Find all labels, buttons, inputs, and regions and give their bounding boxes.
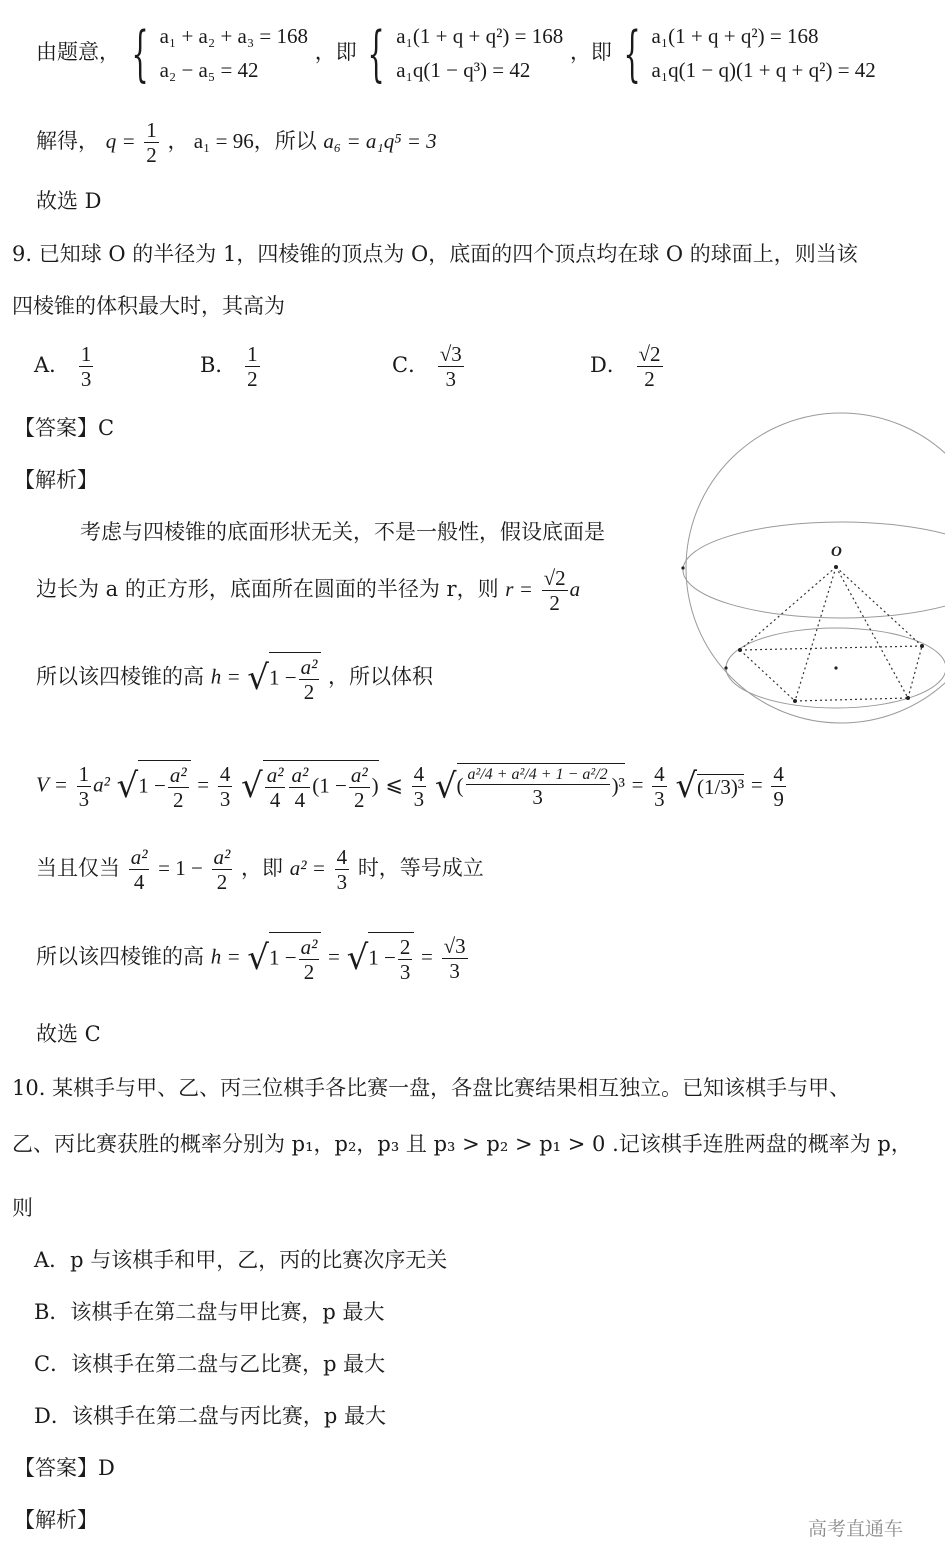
numerator: 1 (80, 342, 92, 366)
fraction (218, 762, 233, 811)
numerator: a² (300, 935, 318, 959)
radicand: (1 − (312, 773, 347, 798)
option-label: C． (392, 353, 430, 378)
fraction (77, 762, 92, 811)
fraction (542, 566, 568, 615)
equals: = (750, 772, 763, 797)
denominator: 4 (294, 788, 306, 813)
sqrt: √ $\frac{\text{a²}}{4}$ $\frac{\text{a²}}{4}$ (1 − $\frac{\text{a²}}{2}$ ) (241, 760, 379, 812)
equation: a₁q(1 − q³) = 42 (396, 57, 531, 82)
numerator: a² (350, 763, 368, 787)
sphere-outline (686, 413, 945, 723)
equation: a₁ + a₂ + a₃ = 168 (159, 24, 309, 48)
fraction (466, 766, 610, 810)
numerator: √3 (439, 342, 462, 366)
equation: a₁q(1 − q)(1 + q + q²) = 42 (651, 57, 876, 82)
numerator: a² (169, 763, 187, 787)
fraction (245, 342, 260, 391)
term: a² (93, 772, 110, 797)
v-lhs: V = (36, 772, 68, 797)
q10-option-d: D．该棋手在第二盘与丙比赛，p 最大 (34, 1404, 386, 1428)
q10-option-a: A．p 与该棋手和甲，乙，丙的比赛次序无关 (34, 1248, 448, 1272)
equals: = (421, 944, 433, 969)
q9-option-d (590, 342, 665, 391)
equation-system-2 (396, 20, 563, 87)
q9-option-b (200, 342, 262, 391)
sqrt: √(1/3)³ (675, 766, 745, 807)
denominator: 2 (644, 367, 655, 392)
fraction (438, 342, 464, 391)
option-label: B． (200, 353, 237, 378)
sqrt: √1 − $\frac{\text{a²}}{2}$ (247, 652, 321, 704)
paren: ) (371, 773, 379, 798)
numerator: 1 (146, 118, 157, 142)
equation: a₂ − a₅ = 42 (159, 57, 259, 82)
q-lhs: q = (105, 129, 136, 154)
denominator: 2 (303, 960, 315, 985)
q10-stem-line1: 10. 某棋手与甲、乙、丙三位棋手各比赛一盘，各盘比赛结果相互独立。已知该棋手与甲、 (12, 1076, 851, 1100)
q9-choice: 故选 C (36, 1022, 101, 1046)
equation: a₁(1 + q + q²) = 168 (396, 24, 564, 48)
numerator: 1 (247, 342, 258, 366)
q10-stem-line3: 则 (12, 1196, 33, 1220)
prev-system-line (36, 20, 876, 87)
equals: = (328, 944, 340, 969)
numerator: √2 (638, 342, 661, 366)
fraction (212, 845, 233, 894)
numerator: 4 (773, 761, 784, 786)
denominator: 4 (269, 788, 281, 813)
sphere-pyramid-figure (676, 410, 945, 730)
equation-system-1 (160, 20, 308, 87)
fraction (412, 762, 427, 811)
denominator: 3 (78, 786, 90, 811)
denominator: 3 (219, 786, 231, 811)
fraction (442, 934, 468, 983)
q9-analysis-para1: 考虑与四棱锥的底面形状无关，不是一般性，假设底面是 (80, 520, 605, 544)
h-lhs: h = (210, 664, 241, 689)
radicand: 1 − (368, 945, 396, 970)
le-sign: ⩽ (385, 772, 403, 797)
fraction (652, 762, 667, 811)
para-text: 当且仅当 (36, 856, 120, 881)
sqrt: √1 − $\frac{\text{a²}}{2}$ (117, 760, 191, 812)
vertex-points (681, 565, 924, 703)
sqrt: √1 − $\frac{2}{3}$ (347, 932, 415, 984)
denominator: 2 (216, 870, 228, 895)
para-text: 所以该四棱锥的高 (36, 664, 204, 689)
left-brace: { (367, 18, 386, 89)
equals: = (631, 772, 644, 797)
q9-volume-line (36, 760, 788, 812)
numerator: a² (213, 845, 231, 869)
option-label: A． (34, 353, 71, 378)
left-brace: { (131, 18, 149, 89)
numerator: a²/4 + a²/4 + 1 − a²/2 (466, 766, 610, 785)
radicand: (1/3)³ (697, 775, 745, 800)
var-a: a (569, 577, 581, 602)
denominator: 3 (336, 870, 348, 895)
numerator: 4 (219, 761, 231, 786)
fraction (349, 763, 370, 812)
denominator: 4 (133, 870, 145, 895)
fraction (168, 763, 189, 812)
label-o: O (831, 544, 842, 560)
numerator: √2 (543, 566, 566, 590)
numerator: 4 (336, 845, 348, 869)
para-text: 所以该四棱锥的高 (36, 944, 204, 969)
q10-option-b: B．该棋手在第二盘与甲比赛，p 最大 (34, 1300, 385, 1324)
equals: = (197, 772, 210, 797)
numerator: a² (266, 763, 284, 787)
denominator: 3 (445, 367, 457, 392)
q9-answer: 【答案】C (14, 416, 115, 440)
fraction (771, 762, 786, 811)
numerator: √3 (443, 933, 466, 958)
numerator: 4 (654, 761, 665, 786)
sqrt: √1 − $\frac{\text{a²}}{2}$ (247, 932, 321, 984)
q9-analysis-para2 (36, 566, 580, 615)
fraction (79, 342, 94, 391)
denominator: 3 (532, 785, 543, 810)
radicand: 1 − (268, 945, 297, 970)
para-tail: ，所以体积 (328, 664, 434, 689)
equation: = 1 − (158, 856, 203, 881)
a1-value: ， a₁ = 96，所以 (167, 129, 317, 154)
fraction (299, 935, 320, 984)
fraction (129, 845, 150, 894)
denominator: 2 (549, 591, 560, 616)
denominator: 2 (146, 143, 157, 168)
denominator: 2 (172, 788, 184, 813)
para-text: 边长为 a 的正方形，底面所在圆面的半径为 r，则 (36, 577, 499, 602)
fraction (299, 655, 320, 704)
q10-stem-line2: 乙、丙比赛获胜的概率分别为 p₁，p₂，p₃ 且 p₃ > p₂ > p₁ > 0 .记该棋手连胜两盘的概率为 p， (12, 1132, 912, 1156)
denominator: 3 (413, 786, 425, 811)
denominator: 2 (354, 788, 365, 813)
numerator: a² (130, 845, 148, 869)
numerator: a² (291, 763, 309, 787)
numerator: 1 (78, 761, 90, 786)
denominator: 2 (303, 680, 315, 705)
sqrt: √( $\frac{\text{a²/4 + a²/4 + 1 − a²/2}}{3}$ )³ (435, 763, 625, 810)
equation-system-3 (652, 20, 876, 87)
conj-text: ，即 (569, 40, 612, 65)
fraction (265, 763, 286, 812)
fraction (335, 845, 350, 894)
equation: a² = (289, 856, 326, 881)
watermark-text: 高考直通车 (808, 1518, 904, 1540)
q9-option-a (34, 342, 95, 391)
radicand: 1 − (268, 665, 297, 690)
numerator: 2 (399, 935, 411, 959)
denominator: 9 (773, 786, 784, 811)
prev-solve-line (36, 118, 437, 167)
fraction (289, 763, 310, 812)
q9-analysis-heading: 【解析】 (14, 468, 98, 492)
denominator: 3 (449, 958, 460, 983)
conj-text: ，即 (314, 40, 357, 65)
radicand: 1 − (138, 773, 166, 798)
q9-option-c (392, 342, 466, 391)
fraction (398, 935, 413, 984)
a6-value: a₆ = a₁q⁵ = 3 (323, 129, 437, 154)
paren: ( (456, 773, 464, 798)
h-lhs: h = (210, 944, 241, 969)
para-text: 时，等号成立 (357, 856, 484, 881)
q9-height-line (36, 932, 470, 984)
paren: )³ (611, 773, 625, 798)
numerator: 4 (413, 761, 425, 786)
fraction (637, 342, 663, 391)
sphere-equator (683, 522, 945, 618)
lead-text: 由题意， (36, 40, 120, 65)
r-lhs: r = (505, 577, 533, 602)
equation: a₁(1 + q + q²) = 168 (651, 24, 819, 48)
q10-answer: 【答案】D (14, 1456, 115, 1480)
q10-option-c: C．该棋手在第二盘与乙比赛，p 最大 (34, 1352, 386, 1376)
q10-analysis-heading: 【解析】 (14, 1508, 98, 1532)
fraction (144, 118, 159, 167)
numerator: a² (300, 655, 318, 679)
q9-stem-line1: 9. 已知球 O 的半径为 1，四棱锥的顶点为 O，底面的四个顶点均在球 O 的球面上，则当该 (12, 242, 858, 266)
para-text: ，即 (241, 856, 284, 881)
denominator: 3 (654, 786, 665, 811)
solve-prefix: 解得， (36, 129, 99, 154)
denominator: 3 (80, 367, 92, 392)
denominator: 3 (399, 960, 411, 985)
option-label: D． (590, 353, 628, 378)
q9-equality-line (36, 845, 484, 894)
left-brace: { (623, 18, 641, 89)
q9-analysis-para3 (36, 652, 433, 704)
prev-choice: 故选 D (36, 189, 102, 213)
q9-stem-line2: 四棱锥的体积最大时，其高为 (12, 294, 285, 318)
denominator: 2 (247, 367, 258, 392)
